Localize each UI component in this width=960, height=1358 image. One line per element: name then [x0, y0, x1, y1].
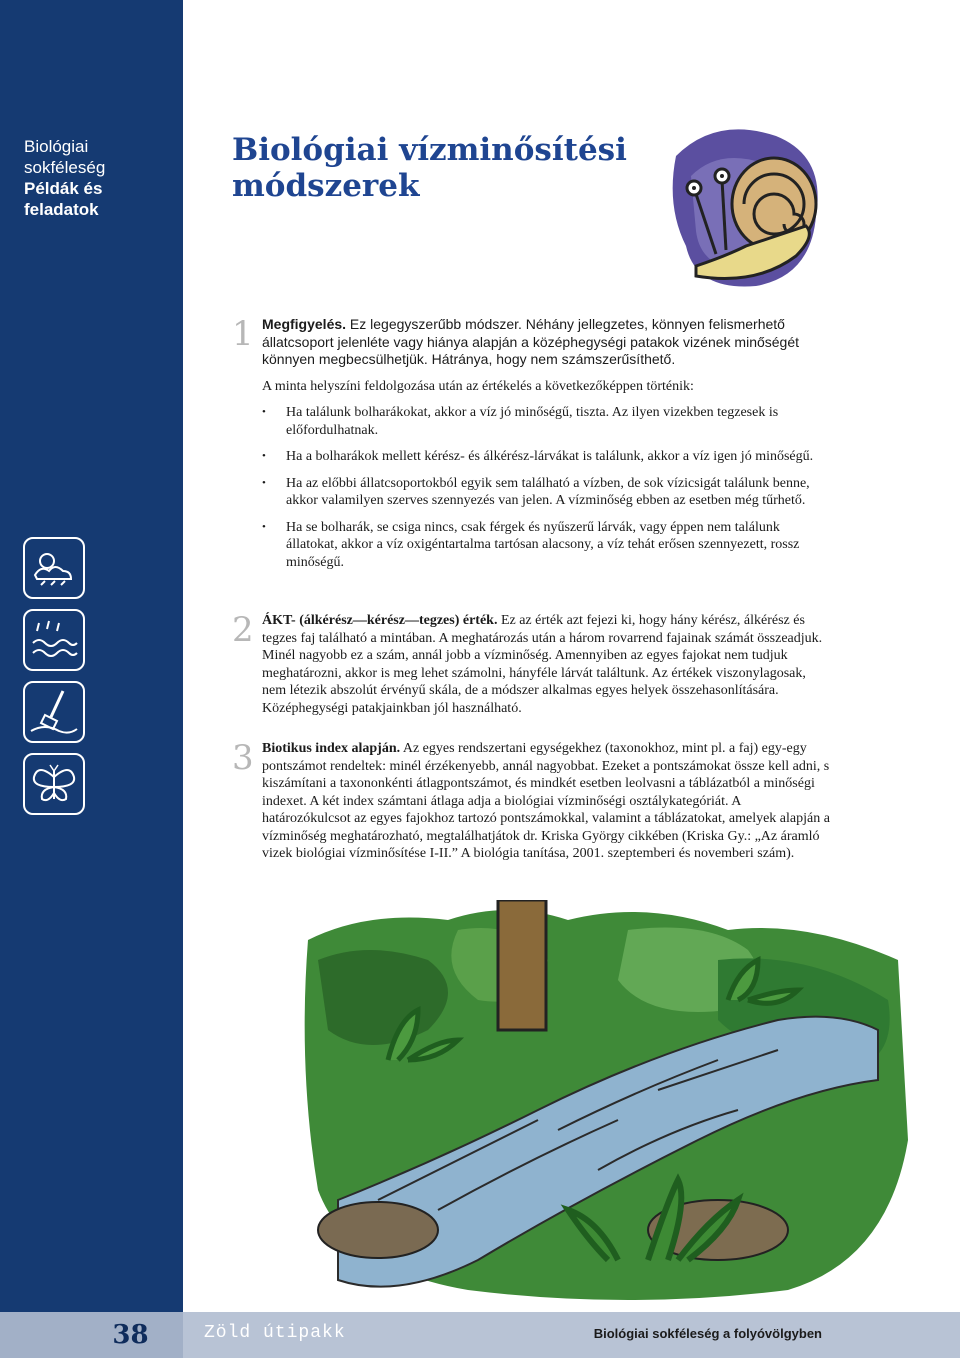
section-number: 3 [232, 738, 254, 778]
weather-icon [23, 537, 85, 599]
section-lead [262, 316, 832, 369]
snail-illustration [656, 126, 824, 311]
list-item: • Ha a bolharákok mellett kérész- és álkérész-lárvákat is találunk, akkor a víz igen jó minőségű. [262, 448, 832, 466]
section-body-serif [262, 378, 832, 572]
sidebar-subtitle-line: Példák és [24, 179, 103, 198]
stream-forest-illustration [298, 900, 910, 1305]
section-2 [232, 612, 832, 726]
section-body [262, 740, 832, 863]
section-lead-bold: Biotikus index alapján. [262, 741, 401, 756]
section-lead-text: Az egyes rendszertani egységekhez (taxonokhoz, mint pl. a faj) egy-egy pontszámot rendeltek: minél érzékenyebb, annál nagyobbat. Ezeket a pontszámokat össze kell adni, s kiszámítani a taxononkénti átlagpontszámot, és mindkét esetben leolvasni a táblázatból a minőségi indexet. A két index számtani átlaga adja a biológiai vízminőségi osztálykategóriát. A határozókulcsot az egyes fajokhoz tartozó pontszámokkal, valamint a táblázatokat, amelyek alapján a vízminőség meghatározható, megtalálhatjátok dr. Kriska György cikkében (Kriska Gy.: „Az áramló vizek biológiai vízminősítése I-II.” A biológia tanítása, 2001. szeptemberi és novemberi szám). [262, 741, 830, 861]
list-item: • Ha se bolharák, se csiga nincs, csak férgek és nyűszerű lárvák, vagy éppen nem találunk állatokat, akkor a víz oxigéntartalma tartósan alacsony, a víz tehát erősen szennyezett, rossz minőségű. [262, 519, 832, 572]
section-3 [232, 740, 832, 872]
sidebar-title-line: sokféleség [24, 158, 106, 177]
section-body [262, 612, 832, 717]
soil-shovel-icon [23, 681, 85, 743]
section-intro: A minta helyszíni feldolgozása után az értékelés a következőképpen történik: [262, 378, 694, 394]
footer-brand: Zöld útipakk [204, 1323, 346, 1343]
sidebar-subtitle-line: feladatok [24, 200, 99, 219]
section-1 [232, 316, 832, 580]
bullet-list [262, 404, 832, 571]
sidebar-icons [23, 537, 93, 825]
sidebar [0, 0, 183, 1312]
page-title: Biológiai vízminősítési módszerek [232, 132, 627, 204]
section-lead-text: Ez legegyszerűbb módszer. Néhány jellegzetes, könnyen felismerhető állatcsoport jelenléte vagy hiánya alapján a középhegységi patakok vizének minőségét könnyen megbecsülhetjük. Hátránya, hogy nem számszerűsíthető. [262, 316, 800, 367]
list-item: • Ha az előbbi állatcsoportokból egyik sem található a vízben, de sok vízicsigát találunk benne, akkor valamilyen szerves szennyezés van jelen. A vízminőség ebben az esetben még tűrhető. [262, 475, 832, 510]
list-item: • Ha találunk bolharákokat, akkor a víz jó minőségű, tiszta. Az ilyen vizekben tegzesek is előfordulhatnak. [262, 404, 832, 439]
butterfly-icon [23, 753, 85, 815]
section-lead-bold: ÁKT- (álkérész—kérész—tegzes) érték. [262, 613, 498, 628]
section-number: 1 [232, 314, 254, 354]
footer-book-title: Biológiai sokféleség a folyóvölgyben [593, 1326, 822, 1341]
sidebar-title [24, 136, 174, 220]
section-body [262, 316, 832, 369]
section-lead-bold: Megfigyelés. [262, 316, 347, 332]
page-number-text: 38 [112, 1320, 149, 1350]
section-number: 2 [232, 610, 254, 650]
page-number [0, 1312, 183, 1358]
section-lead-text: Ez az érték azt fejezi ki, hogy hány kérész, álkérész és tegzes faj található a mintában. A meghatározás után a három rovarrend fajainak számát összeadjuk. Minél nagyobb ez a szám, annál jobb a vízminőség. Amennyiben az egyes fajokat nem tudjuk meghatározni, akkor is meg lehet számolni, hányféle lárvát találtunk. Az értékek viszonylagosak, nem létezik abszolút érvényű skála, de a módszer alkalmas egyes helyek összehasonlítására. Középhegységi patakjainkban jól használható. [262, 613, 823, 716]
section-lead [262, 612, 832, 717]
water-waves-icon [23, 609, 85, 671]
section-lead [262, 740, 832, 863]
sidebar-title-line: Biológiai [24, 137, 89, 156]
